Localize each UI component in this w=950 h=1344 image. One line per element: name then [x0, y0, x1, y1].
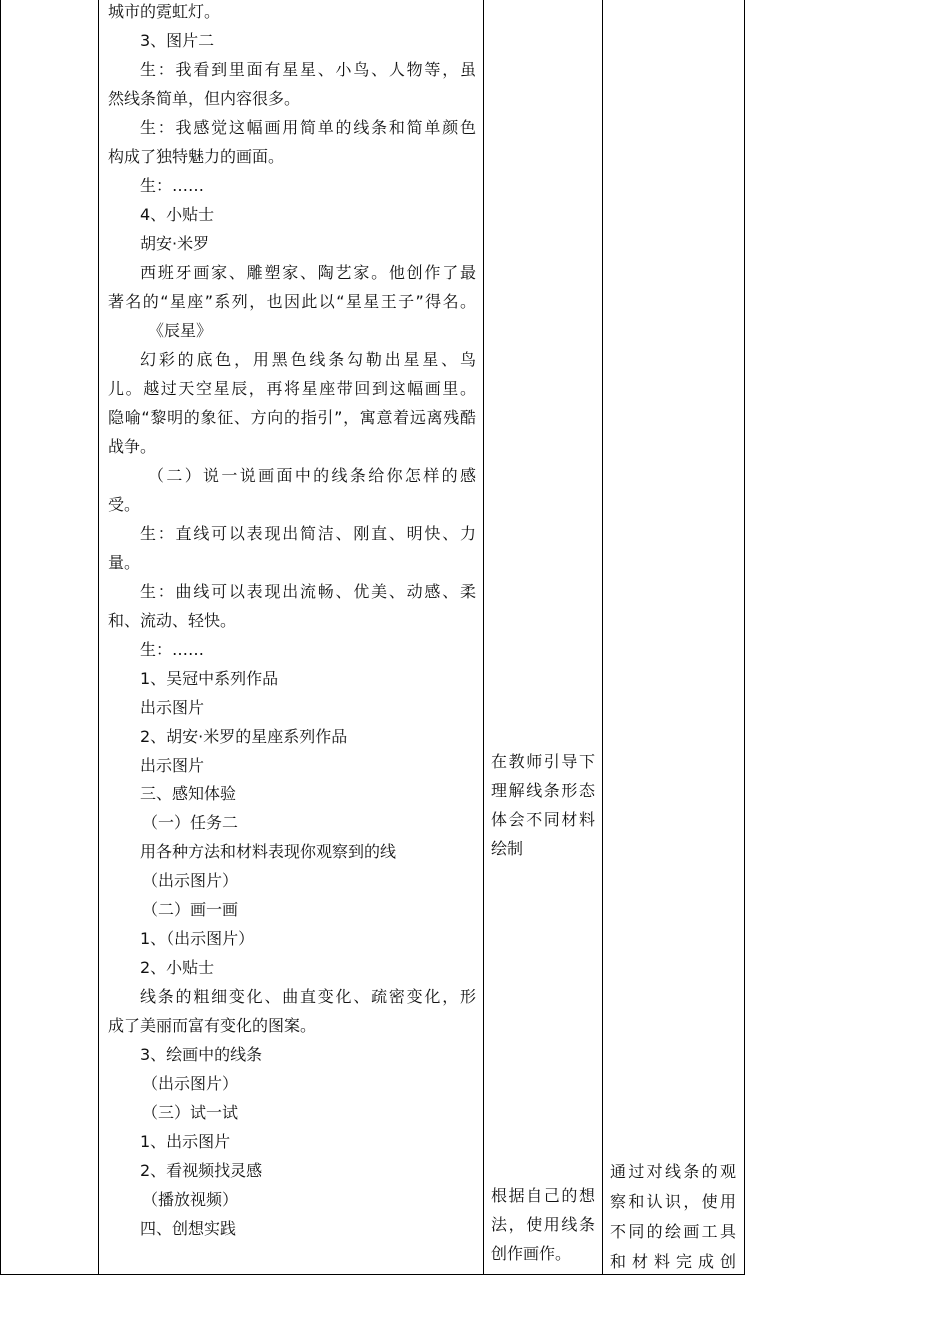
text-line: （三）试一试	[142, 1103, 239, 1122]
text-line: （出示图片）	[142, 1074, 239, 1093]
text-line: 出示图片	[140, 698, 205, 717]
student-text-line: 法，使用线条	[491, 1215, 595, 1234]
text-line: 儿。越过天空星辰，再将星座带回到这幅画里。	[108, 379, 476, 398]
text-line: （播放视频）	[142, 1190, 239, 1209]
table-divider-2	[483, 0, 484, 1274]
student-text-line: 在教师引导下	[491, 752, 595, 771]
text-line: 1、（出示图片）	[140, 929, 255, 948]
table-divider-1	[98, 0, 99, 1274]
text-line: 胡安·米罗	[140, 234, 210, 253]
intent-text-line: 察和认识，使用	[610, 1192, 736, 1211]
text-line: 4、小贴士	[140, 205, 215, 224]
text-line: （一）任务二	[142, 813, 239, 832]
text-line: 生：……	[140, 176, 205, 195]
text-line: 隐喻“黎明的象征、方向的指引”，寓意着远离残酷	[108, 408, 476, 427]
student-text-line: 创作画作。	[491, 1244, 572, 1263]
text-line: 西班牙画家、雕塑家、陶艺家。他创作了最	[140, 263, 476, 282]
text-line: 生：我看到里面有星星、小鸟、人物等，虽	[140, 60, 476, 79]
table-border-left	[0, 0, 1, 1274]
text-line: 构成了独特魅力的画面。	[108, 147, 285, 166]
text-line: 战争。	[108, 437, 157, 456]
text-line: 然线条简单，但内容很多。	[108, 89, 301, 108]
text-line: 2、看视频找灵感	[140, 1161, 263, 1180]
text-line: 用各种方法和材料表现你观察到的线	[140, 842, 397, 861]
text-line: 2、胡安·米罗的星座系列作品	[140, 727, 348, 746]
student-text-line: 理解线条形态	[491, 781, 595, 800]
text-line: 《辰星》	[148, 321, 213, 340]
text-line: 和、流动、轻快。	[108, 611, 237, 630]
text-line: 受。	[108, 495, 141, 514]
text-line: 1、出示图片	[140, 1132, 231, 1151]
text-line: 城市的霓虹灯。	[108, 2, 221, 21]
text-line: 生：……	[140, 640, 205, 659]
table-divider-3	[602, 0, 603, 1274]
student-text-line: 根据自己的想	[491, 1186, 595, 1205]
text-line: 幻彩的底色，用黑色线条勾勒出星星、鸟	[140, 350, 476, 369]
text-line: 出示图片	[140, 756, 205, 775]
text-line: 3、绘画中的线条	[140, 1045, 263, 1064]
text-line: 1、吴冠中系列作品	[140, 669, 279, 688]
text-line: 生：直线可以表现出简洁、刚直、明快、力	[140, 524, 476, 543]
text-line: 四、创想实践	[140, 1219, 237, 1238]
text-line: 生：曲线可以表现出流畅、优美、动感、柔	[140, 582, 476, 601]
intent-text-line: 通过对线条的观	[610, 1162, 736, 1181]
table-border-right	[744, 0, 745, 1274]
student-text-line: 绘制	[491, 839, 524, 858]
text-line: （二）说一说画面中的线条给你怎样的感	[148, 466, 476, 485]
intent-text-line: 不同的绘画工具	[610, 1222, 736, 1241]
student-text-line: 体会不同材料	[491, 810, 595, 829]
text-line: 3、图片二	[140, 31, 215, 50]
text-line: （二）画一画	[142, 900, 239, 919]
intent-text-line: 和材料完成创	[610, 1252, 736, 1271]
text-line: 量。	[108, 553, 141, 572]
text-line: 线条的粗细变化、曲直变化、疏密变化，形	[140, 987, 476, 1006]
text-line: 生：我感觉这幅画用简单的线条和简单颜色	[140, 118, 476, 137]
text-line: 成了美丽而富有变化的图案。	[108, 1016, 317, 1035]
text-line: 著名的“星座”系列，也因此以“星星王子”得名。	[108, 292, 476, 311]
text-line: （出示图片）	[142, 871, 239, 890]
text-line: 三、感知体验	[140, 784, 237, 803]
text-line: 2、小贴士	[140, 958, 215, 977]
